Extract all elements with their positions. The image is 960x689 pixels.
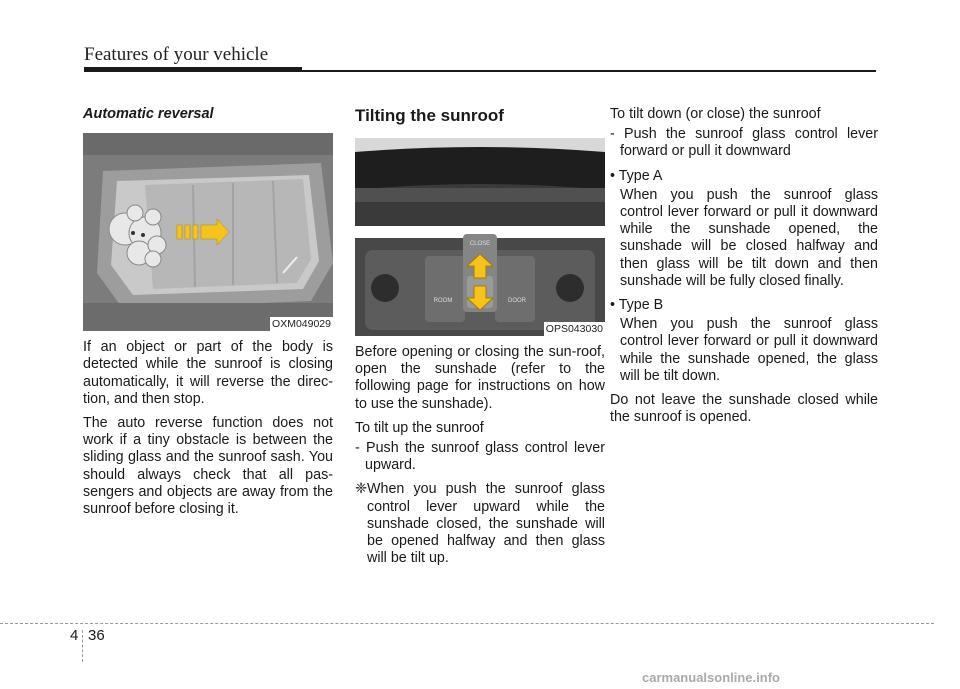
figure-sunroof-control [355, 138, 605, 336]
footer-separator [82, 630, 83, 662]
watermark: carmanualsonline.info [642, 670, 780, 685]
paragraph: To tilt down (or close) the sunroof [610, 106, 821, 122]
header-title: Features of your vehicle [84, 44, 269, 65]
type-b-label: • Type B [610, 297, 664, 314]
type-a-label: • Type A [610, 167, 663, 184]
label-room: ROOM [433, 298, 453, 304]
list-item: - Push the sunroof glass control lever forward or pull it downward [610, 126, 878, 160]
label-close: CLOSE [469, 241, 491, 247]
subhead-automatic-reversal: Automatic reversal [83, 106, 214, 122]
heading-tilting-sunroof: Tilting the sunroof [355, 106, 504, 125]
column-left [83, 106, 333, 525]
footer-divider [0, 623, 934, 624]
paragraph: To tilt up the sunroof [355, 419, 484, 436]
paragraph: Do not leave the sunshade closed while the sunroof is opened. [610, 392, 878, 426]
figure-automatic-reversal [83, 133, 333, 331]
sunroof-control-illustration [355, 138, 605, 336]
list-item: - Push the sunroof glass control lever upward. [355, 440, 605, 474]
label-door: DOOR [508, 298, 526, 304]
header-bar-thin [84, 70, 876, 72]
column-middle [355, 106, 605, 574]
paragraph: Before opening or closing the sun-roof, open the sunshade (refer to the following page for instructions on how to use the sunshade). [355, 344, 605, 412]
type-b-text: When you push the sunroof glass control lever forward or pull it downward while the sunshade opened, the glass will be tilt down. [620, 316, 878, 384]
note [355, 481, 605, 567]
paragraph: The auto reverse function does not work if a tiny obstacle is between the sliding glass and the sunroof sash. You should always check that all pas-sengers and objects are away from the sunroof before closing it. [83, 415, 333, 518]
paragraph: If an object or part of the body is detected while the sunroof is closing automatically, it will reverse the direc-tion, and then stop. [83, 339, 333, 407]
sunroof-reversal-illustration [83, 133, 333, 331]
figure-code: OPS043030 [545, 323, 603, 335]
column-right [610, 106, 878, 433]
note-mark-icon: ❈ [355, 481, 367, 498]
figure-code: OXM049029 [272, 318, 331, 331]
chapter-number: 4 [70, 627, 79, 644]
page-number: 36 [88, 627, 105, 644]
type-a-text: When you push the sunroof glass control lever forward or pull it downward while the sunshade opened, the sunshade will be closed halfway and then glass will be tilt down and then sunshade will be fully closed finally. [620, 186, 878, 289]
note-text: When you push the sunroof glass control lever upward while the sunshade closed, the sunshade will be opened halfway and then glass will be tilt up. [367, 481, 605, 567]
